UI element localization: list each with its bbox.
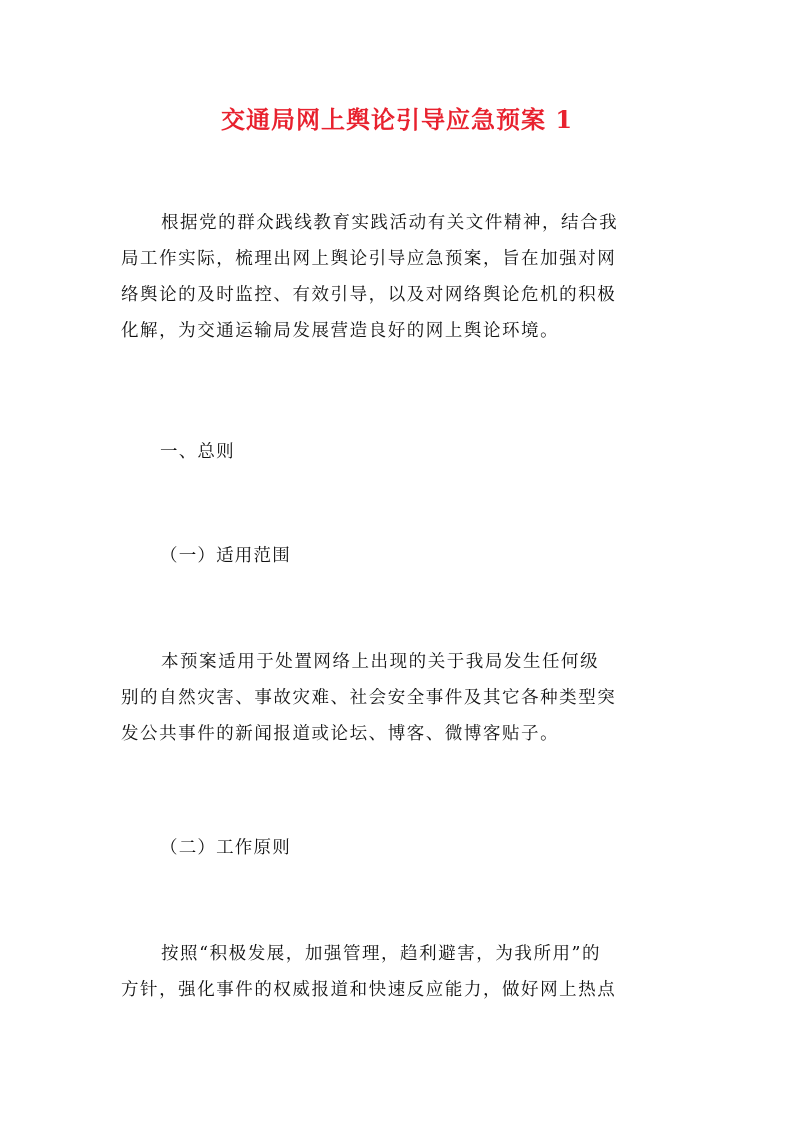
intro-line-3: 络舆论的及时监控、有效引导，以及对网络舆论危机的积极 [121, 285, 617, 305]
intro-paragraph [121, 205, 674, 349]
section-heading-general: 一、总则 [160, 442, 235, 462]
principles-paragraph [121, 936, 674, 1008]
subsection-heading-scope: （一）适用范围 [160, 546, 291, 566]
scope-line-3: 发公共事件的新闻报道或论坛、博客、微博客贴子。 [121, 724, 560, 744]
scope-line-2: 别的自然灾害、事故灾难、社会安全事件及其它各种类型突 [121, 688, 617, 708]
intro-line-4: 化解，为交通运输局发展营造良好的网上舆论环境。 [121, 321, 560, 341]
intro-line-1: 根据党的群众践线教育实践活动有关文件精神，结合我 [161, 213, 619, 233]
intro-line-2: 局工作实际，梳理出网上舆论引导应急预案，旨在加强对网 [121, 249, 617, 269]
scope-line-1: 本预案适用于处置网络上出现的关于我局发生任何级 [161, 652, 600, 672]
subsection-heading-principles: （二）工作原则 [160, 838, 291, 858]
principles-line-1: 按照“积极发展，加强管理，趋利避害，为我所用”的 [161, 944, 602, 964]
principles-line-2: 方针，强化事件的权威报道和快速反应能力，做好网上热点 [121, 980, 617, 1000]
document-title: 交通局网上舆论引导应急预案 1 [220, 105, 574, 134]
scope-paragraph [121, 644, 674, 752]
